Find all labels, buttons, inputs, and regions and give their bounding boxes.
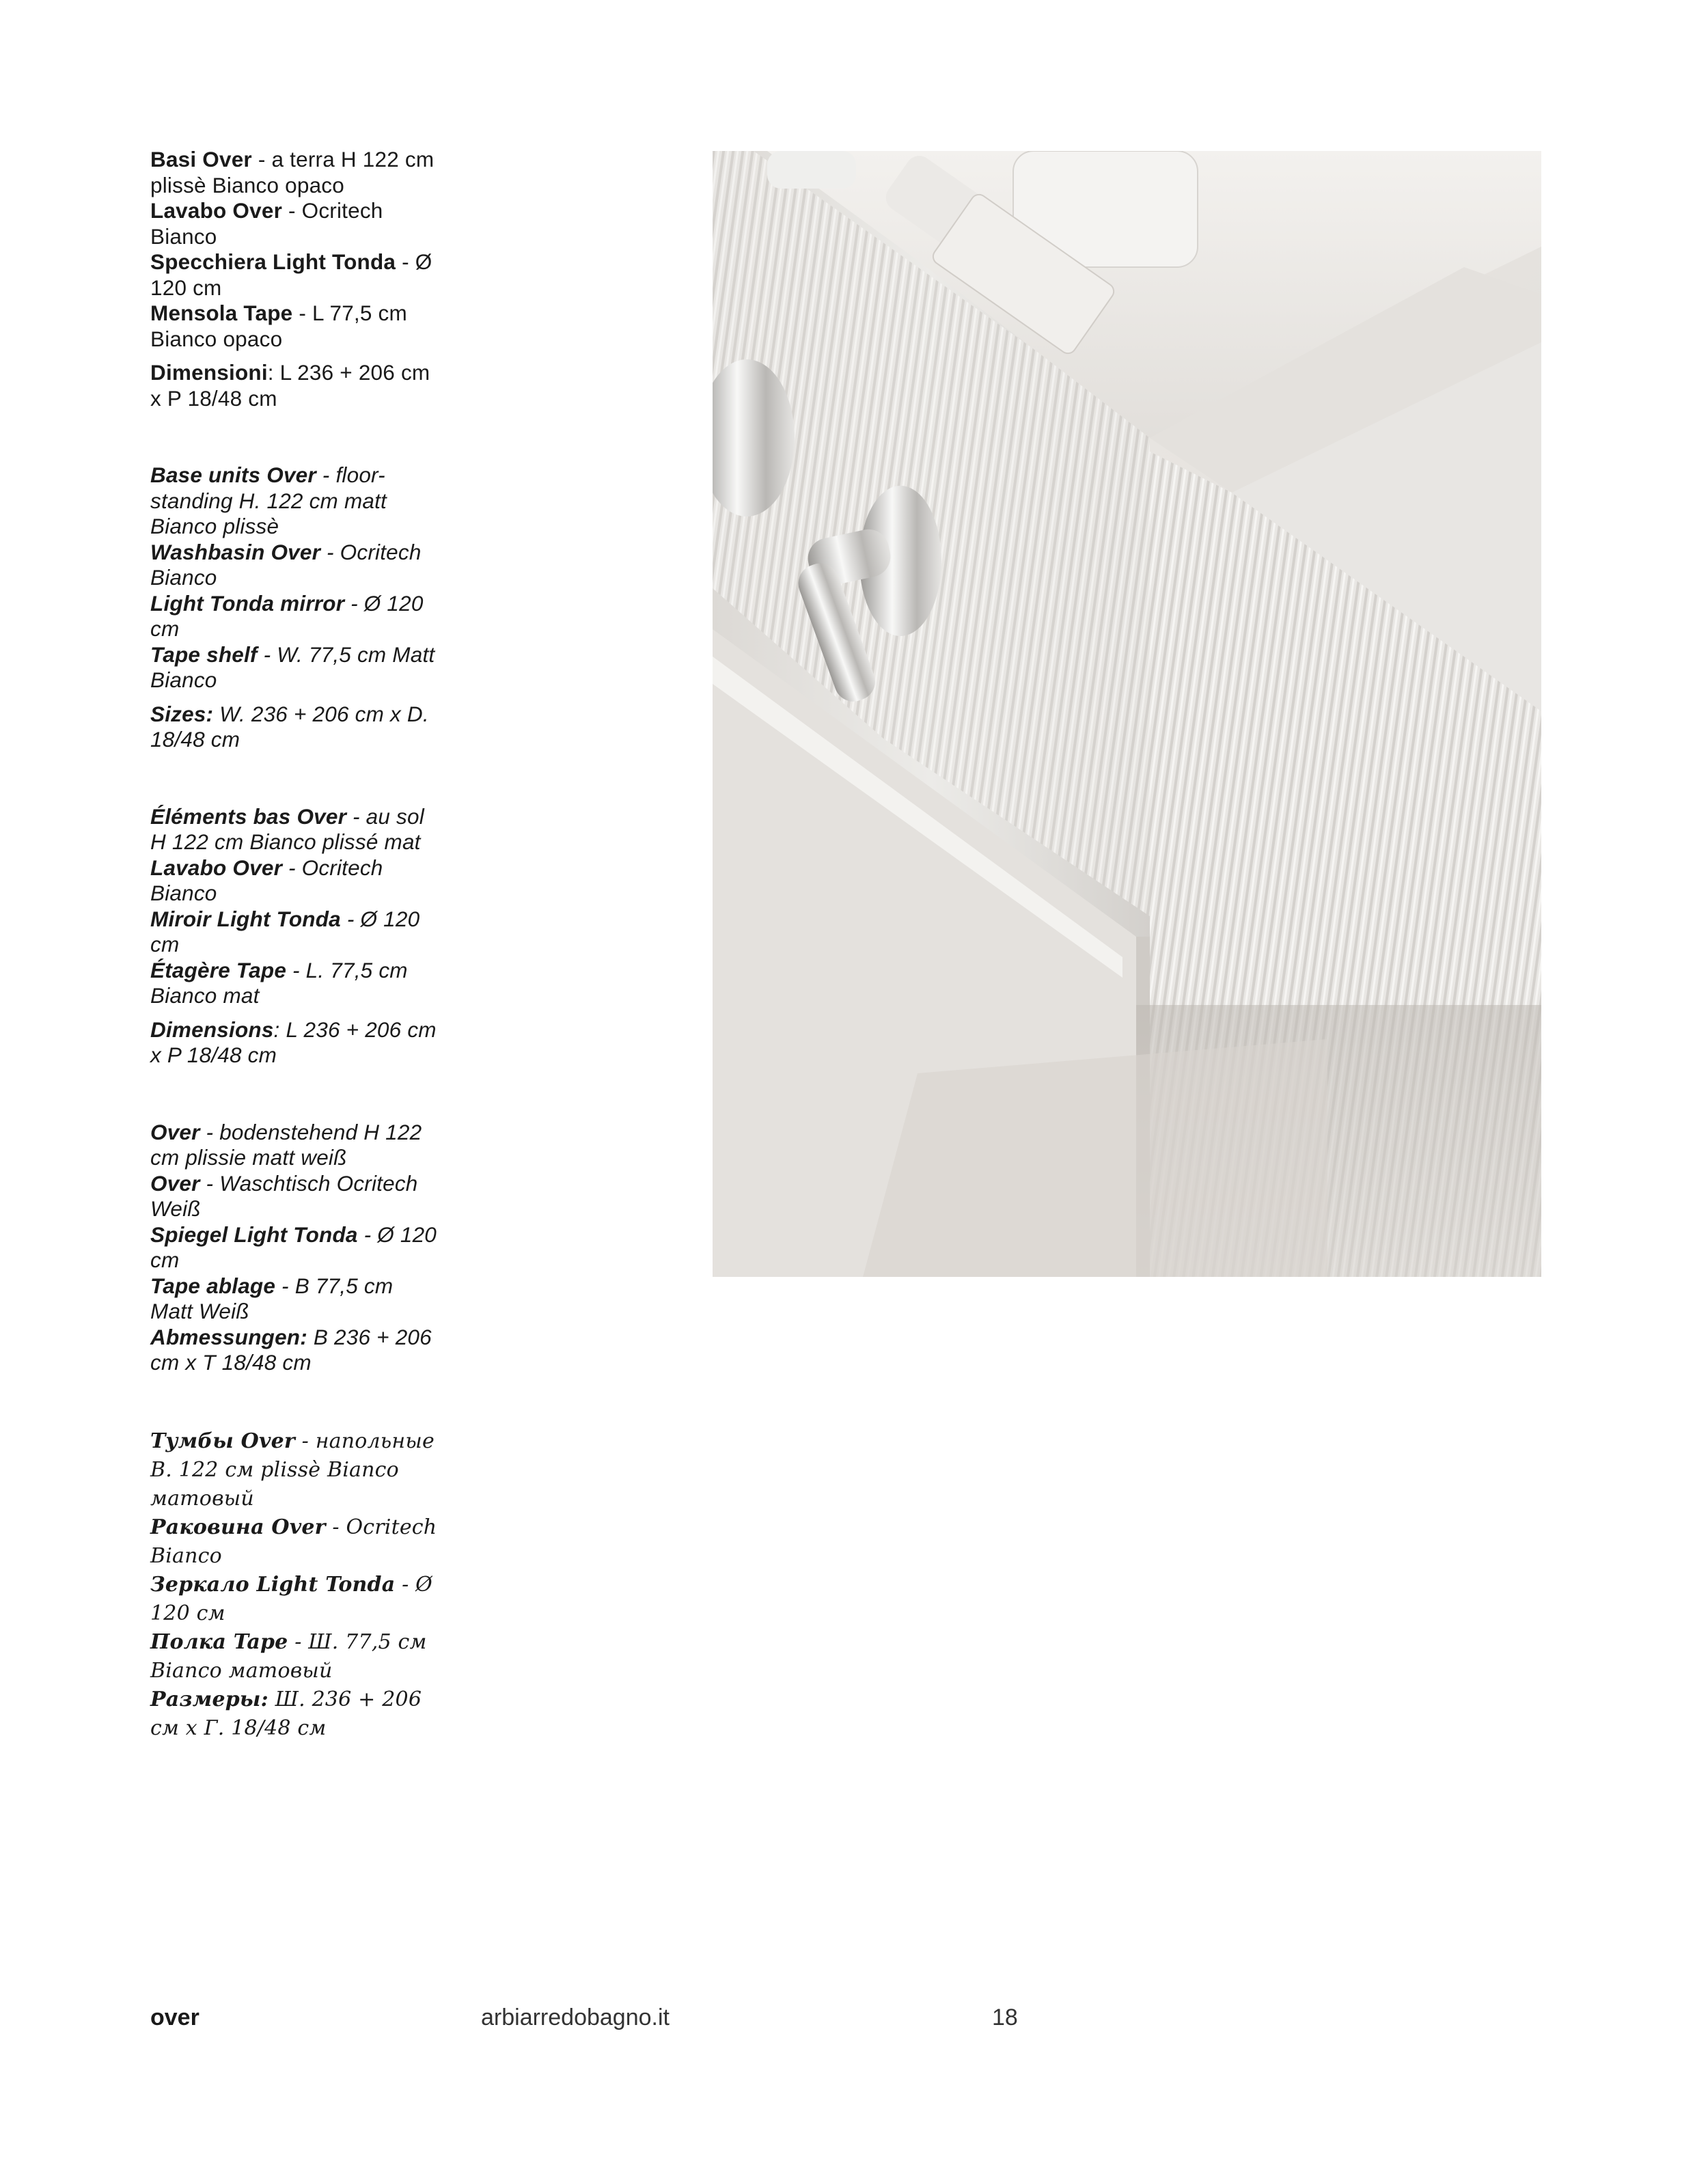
footer-brand: over: [150, 2004, 199, 2030]
dimensions-entry: Размеры: Ш. 236 + 206 см x Г. 18/48 см: [150, 1687, 422, 1740]
product-description-column: [150, 147, 437, 1794]
spec-entry: Specchiera Light Tonda - Ø 120 cm: [150, 249, 432, 300]
dimensions-entry: Sizes: W. 236 + 206 cm x D. 18/48 cm: [150, 701, 429, 752]
footer-website[interactable]: arbiarredobagno.it: [481, 2004, 670, 2030]
spec-entry: Over - Waschtisch Ocritech Weiß: [150, 1170, 418, 1221]
section-russian: [150, 1427, 437, 1743]
spec-entry: Lavabo Over - Ocritech Bianco: [150, 198, 383, 249]
product-photo: [713, 151, 1541, 1277]
spec-entry: Base units Over - floor-standing H. 122 cm matt Bianco plissè: [150, 463, 387, 538]
spec-entry: Light Tonda mirror - Ø 120 cm: [150, 590, 424, 641]
spec-entry: Miroir Light Tonda - Ø 120 cm: [150, 906, 420, 956]
spec-entry: Tape ablage - B 77,5 cm Matt Weiß: [150, 1273, 394, 1323]
spec-entry: Тумбы Over - напольные В. 122 см plissè Bianco матовый: [150, 1429, 435, 1511]
section-italian: [150, 147, 437, 411]
section-german: [150, 1120, 437, 1376]
spec-entry: Mensola Tape - L 77,5 cm Bianco opaco: [150, 301, 407, 351]
spec-entry: Étagère Tape - L. 77,5 cm Bianco mat: [150, 957, 408, 1008]
spec-entry: Полка Tape - Ш. 77,5 см Bianco матовый: [150, 1629, 427, 1683]
spec-entry: Зеркало Light Tonda - Ø 120 см: [150, 1572, 432, 1625]
spec-entry: Éléments bas Over - au sol H 122 cm Bianco plissé mat: [150, 803, 424, 854]
dimensions-entry: Abmessungen: B 236 + 206 cm x T 18/48 cm: [150, 1324, 432, 1375]
section-english: [150, 463, 437, 753]
spec-entry: Раковина Over - Ocritech Bianco: [150, 1515, 437, 1568]
spec-entry: Over - bodenstehend H 122 cm plissie matt weiß: [150, 1119, 422, 1170]
dimensions-entry: Dimensions: L 236 + 206 cm x P 18/48 cm: [150, 1017, 437, 1067]
page-number: 18: [992, 2004, 1018, 2030]
bathroom-photo-illustration: [713, 151, 1541, 1277]
spec-entry: Basi Over - a terra H 122 cm plissè Bianco opaco: [150, 147, 435, 197]
spec-entry: Tape shelf - W. 77,5 cm Matt Bianco: [150, 642, 435, 692]
dimensions-entry: Dimensioni: L 236 + 206 cm x P 18/48 cm: [150, 360, 430, 411]
spec-entry: Lavabo Over - Ocritech Bianco: [150, 855, 383, 905]
section-french: [150, 804, 437, 1069]
spec-entry: Washbasin Over - Ocritech Bianco: [150, 539, 422, 590]
spec-entry: Spiegel Light Tonda - Ø 120 cm: [150, 1222, 437, 1272]
